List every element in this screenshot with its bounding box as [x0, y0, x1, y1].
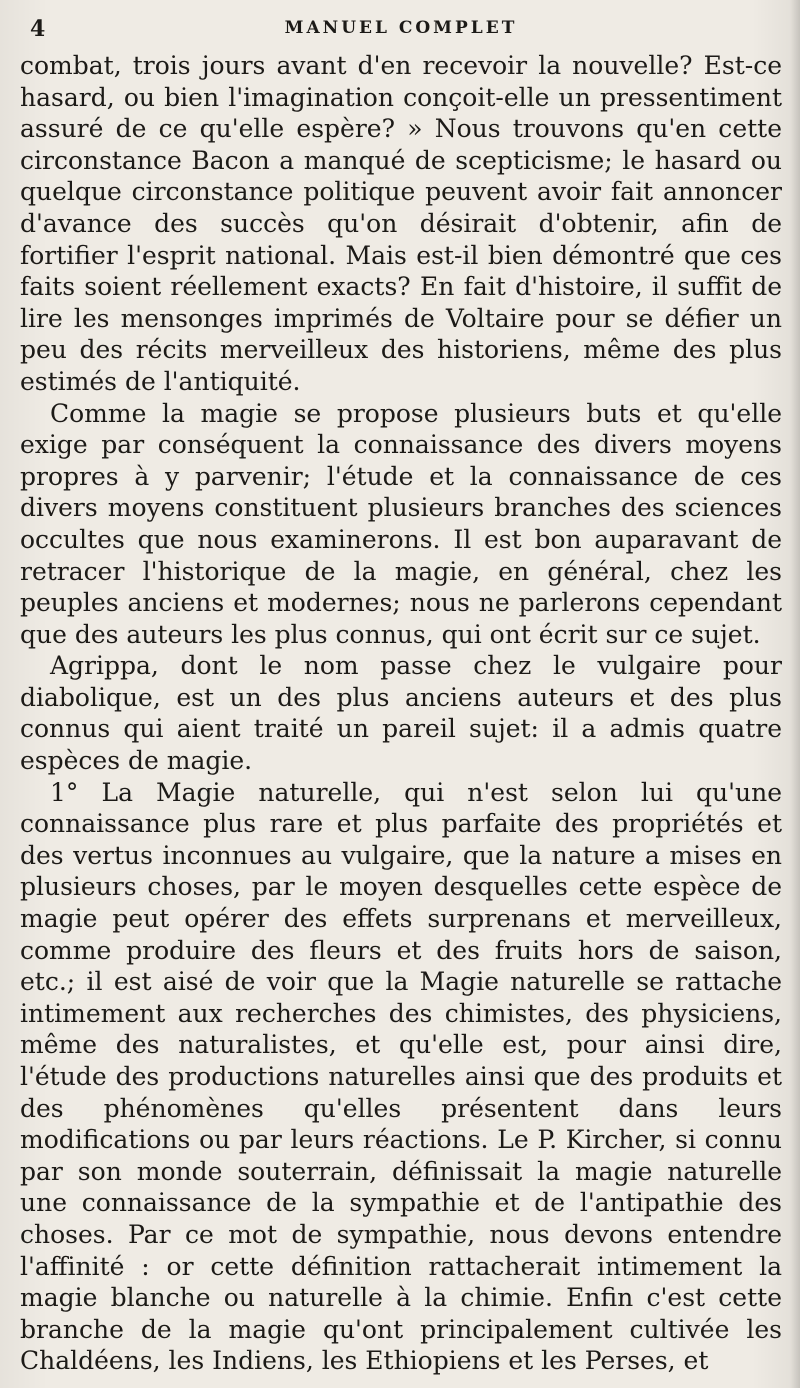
paragraph-4: 1° La Magie naturelle, qui n'est selon lui qu'une connaissance plus rare et plus parfaite des propriétés et des vertus inconnues au vulgaire, que la nature a mises en plusieurs choses, par le moyen desquelles cette espèce de magie peut opérer des effets surprenans et merveilleux, comme produire des fleurs et des fruits hors de saison, etc.; il est aisé de voir que la Magie naturelle se rattache intimement aux recherches des chimistes, des physiciens, même des naturalistes, et qu'elle est, pour ainsi dire, l'étude des productions naturelles ainsi que des produits et des phénomènes qu'elles présentent dans leurs modifications ou par leurs réactions. Le P. Kircher, si connu par son monde souterrain, définissait la magie naturelle une connaissance de la sympathie et de l'antipathie des choses. Par ce mot de sympathie, nous devons entendre l'affinité : or cette définition rattacherait intimement la magie blanche ou naturelle à la chimie. Enfin c'est cette branche de la magie qu'ont principalement cultivée les Chaldéens, les Indiens, les Ethiopiens et les Perses, et	[20, 777, 782, 1376]
running-head: MANUEL COMPLET	[284, 18, 518, 38]
paragraph-2: Comme la magie se propose plusieurs buts et qu'elle exige par conséquent la connaissance des divers moyens propres à y parvenir; l'étude et la connaissance de ces divers moyens constituent plusieurs branches des sciences occultes que nous examinerons. Il est bon auparavant de retracer l'historique de la magie, en général, chez les peuples anciens et modernes; nous ne parlerons cependant que des auteurs les plus connus, qui ont écrit sur ce sujet.	[20, 398, 782, 649]
paragraph-1: combat, trois jours avant d'en recevoir la nouvelle? Est-ce hasard, ou bien l'imagination conçoit-elle un pressentiment assuré de ce qu'elle espère? » Nous trouvons qu'en cette circonstance Bacon a manqué de scepticisme; le hasard ou quelque circonstance politique peuvent avoir fait annoncer d'avance des succès qu'on désirait d'obtenir, afin de fortifier l'esprit national. Mais est-il bien démontré que ces faits soient réellement exacts? En fait d'histoire, il suffit de lire les mensonges imprimés de Voltaire pour se défier un peu des récits merveilleux des historiens, même des plus estimés de l'antiquité.	[20, 51, 782, 396]
paragraph-3: Agrippa, dont le nom passe chez le vulgaire pour diabolique, est un des plus anciens auteurs et des plus connus qui aient traité un pareil sujet: il a admis quatre espèces de magie.	[20, 651, 782, 776]
page-edge-shadow	[790, 0, 800, 1388]
page-header	[20, 8, 782, 50]
page-number: 4	[30, 16, 46, 42]
body-text	[20, 50, 782, 1377]
